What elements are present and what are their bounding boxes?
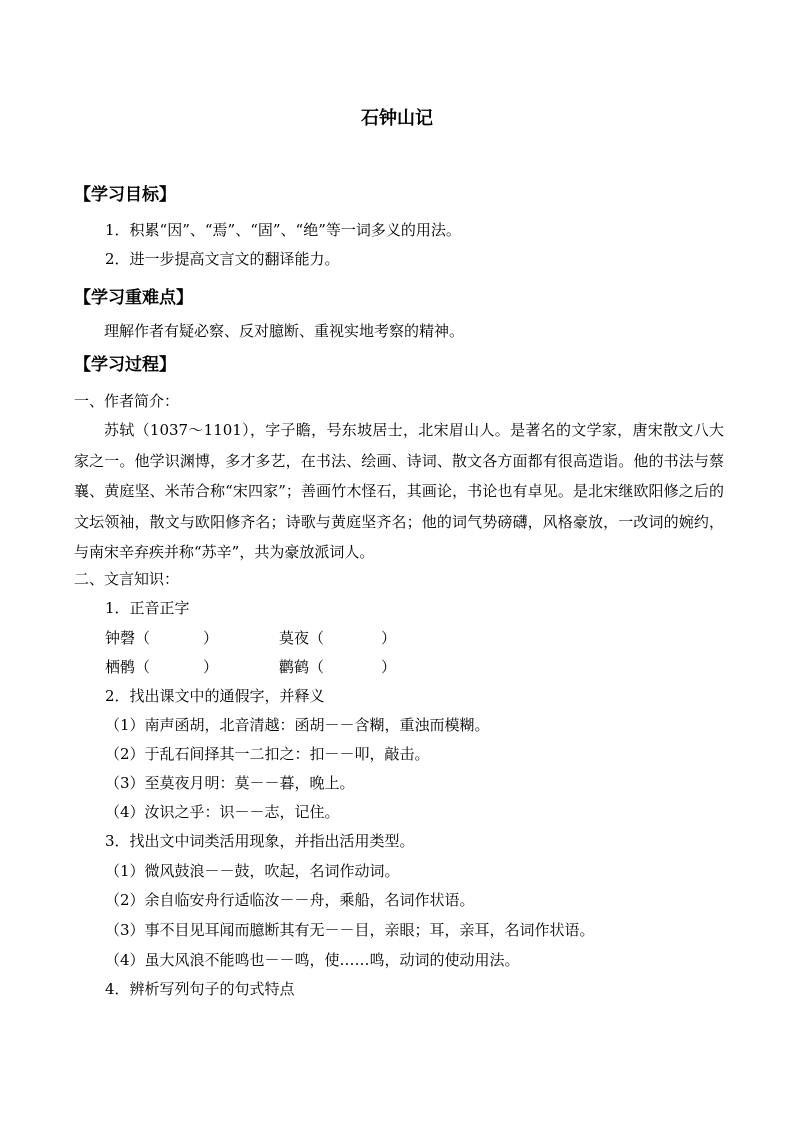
knowledge-heading: 二、文言知识： bbox=[74, 570, 180, 588]
process-heading: 【学习过程】 bbox=[74, 355, 176, 375]
juzi-heading: 4．辨析写列句子的句式特点 bbox=[105, 980, 295, 998]
keypoints-heading: 【学习重难点】 bbox=[74, 288, 193, 308]
pinyin-row-2 bbox=[105, 656, 425, 678]
tongjia-item-2: （2）于乱石间择其一二扣之：扣－－叩，敲击。 bbox=[105, 745, 430, 763]
pinyin-word: 钟磬（ bbox=[105, 629, 151, 647]
pinyin-word: 栖鹘（ bbox=[105, 658, 151, 676]
goal-item-2: 2．进一步提高文言文的翻译能力。 bbox=[105, 250, 340, 268]
huoyong-item-3: （3）事不目见耳闻而臆断其有无－－目，亲眼；耳，亲耳，名词作状语。 bbox=[105, 921, 595, 939]
huoyong-item-1: （1）微风鼓浪－－鼓，吹起，名词作动词。 bbox=[105, 862, 400, 880]
page-title: 石钟山记 bbox=[361, 108, 433, 129]
tongjia-item-4: （4）汝识之乎：识－－志，记住。 bbox=[105, 803, 340, 821]
pinyin-row-1 bbox=[105, 627, 425, 649]
keypoints-text: 理解作者有疑必察、反对臆断、重视实地考察的精神。 bbox=[104, 322, 465, 340]
goals-heading: 【学习目标】 bbox=[74, 185, 176, 205]
pinyin-close: ） bbox=[203, 629, 219, 647]
tongjia-item-3: （3）至莫夜月明：莫－－暮，晚上。 bbox=[105, 774, 355, 792]
huoyong-heading: 3．找出文中词类活用现象，并指出活用类型。 bbox=[105, 832, 415, 850]
huoyong-item-2: （2）余自临安舟行适临汝－－舟，乘船，名词作状语。 bbox=[105, 891, 475, 909]
pinyin-close: ） bbox=[203, 658, 219, 676]
tongjia-heading: 2．找出课文中的通假字，并释义 bbox=[105, 687, 325, 705]
pinyin-heading: 1．正音正字 bbox=[105, 599, 190, 617]
author-paragraph: 苏轼（1037～1101），字子瞻，号东坡居士，北宋眉山人。是著名的文学家，唐宋散文八大家之一。他学识渊博，多才多艺，在书法、绘画、诗词、散文各方面都有很高造诣。他的书法与蔡襄、黄庭坚、米芾合称“宋四家”；善画竹木怪石，其画论，书论也有卓见。是北宋继欧阳修之后的文坛领袖，散文与欧阳修齐名；诗歌与黄庭坚齐名；他的词气势磅礴，风格豪放，一改词的婉约，与南宋辛弃疾并称“苏辛”，共为豪放派词人。 bbox=[74, 421, 724, 561]
pinyin-close: ） bbox=[381, 629, 397, 647]
author-heading: 一、作者简介： bbox=[74, 392, 180, 410]
pinyin-word: 莫夜（ bbox=[279, 629, 325, 647]
pinyin-close: ） bbox=[381, 658, 397, 676]
huoyong-item-4: （4）虽大风浪不能鸣也－－鸣，使……鸣，动词的使动用法。 bbox=[105, 951, 520, 969]
goal-item-1: 1．积累“因”、“焉”、“固”、“绝”等一词多义的用法。 bbox=[105, 221, 461, 239]
pinyin-word: 鹳鹤（ bbox=[279, 658, 325, 676]
tongjia-item-1: （1）南声函胡，北音清越：函胡－－含糊，重浊而模糊。 bbox=[105, 716, 490, 734]
